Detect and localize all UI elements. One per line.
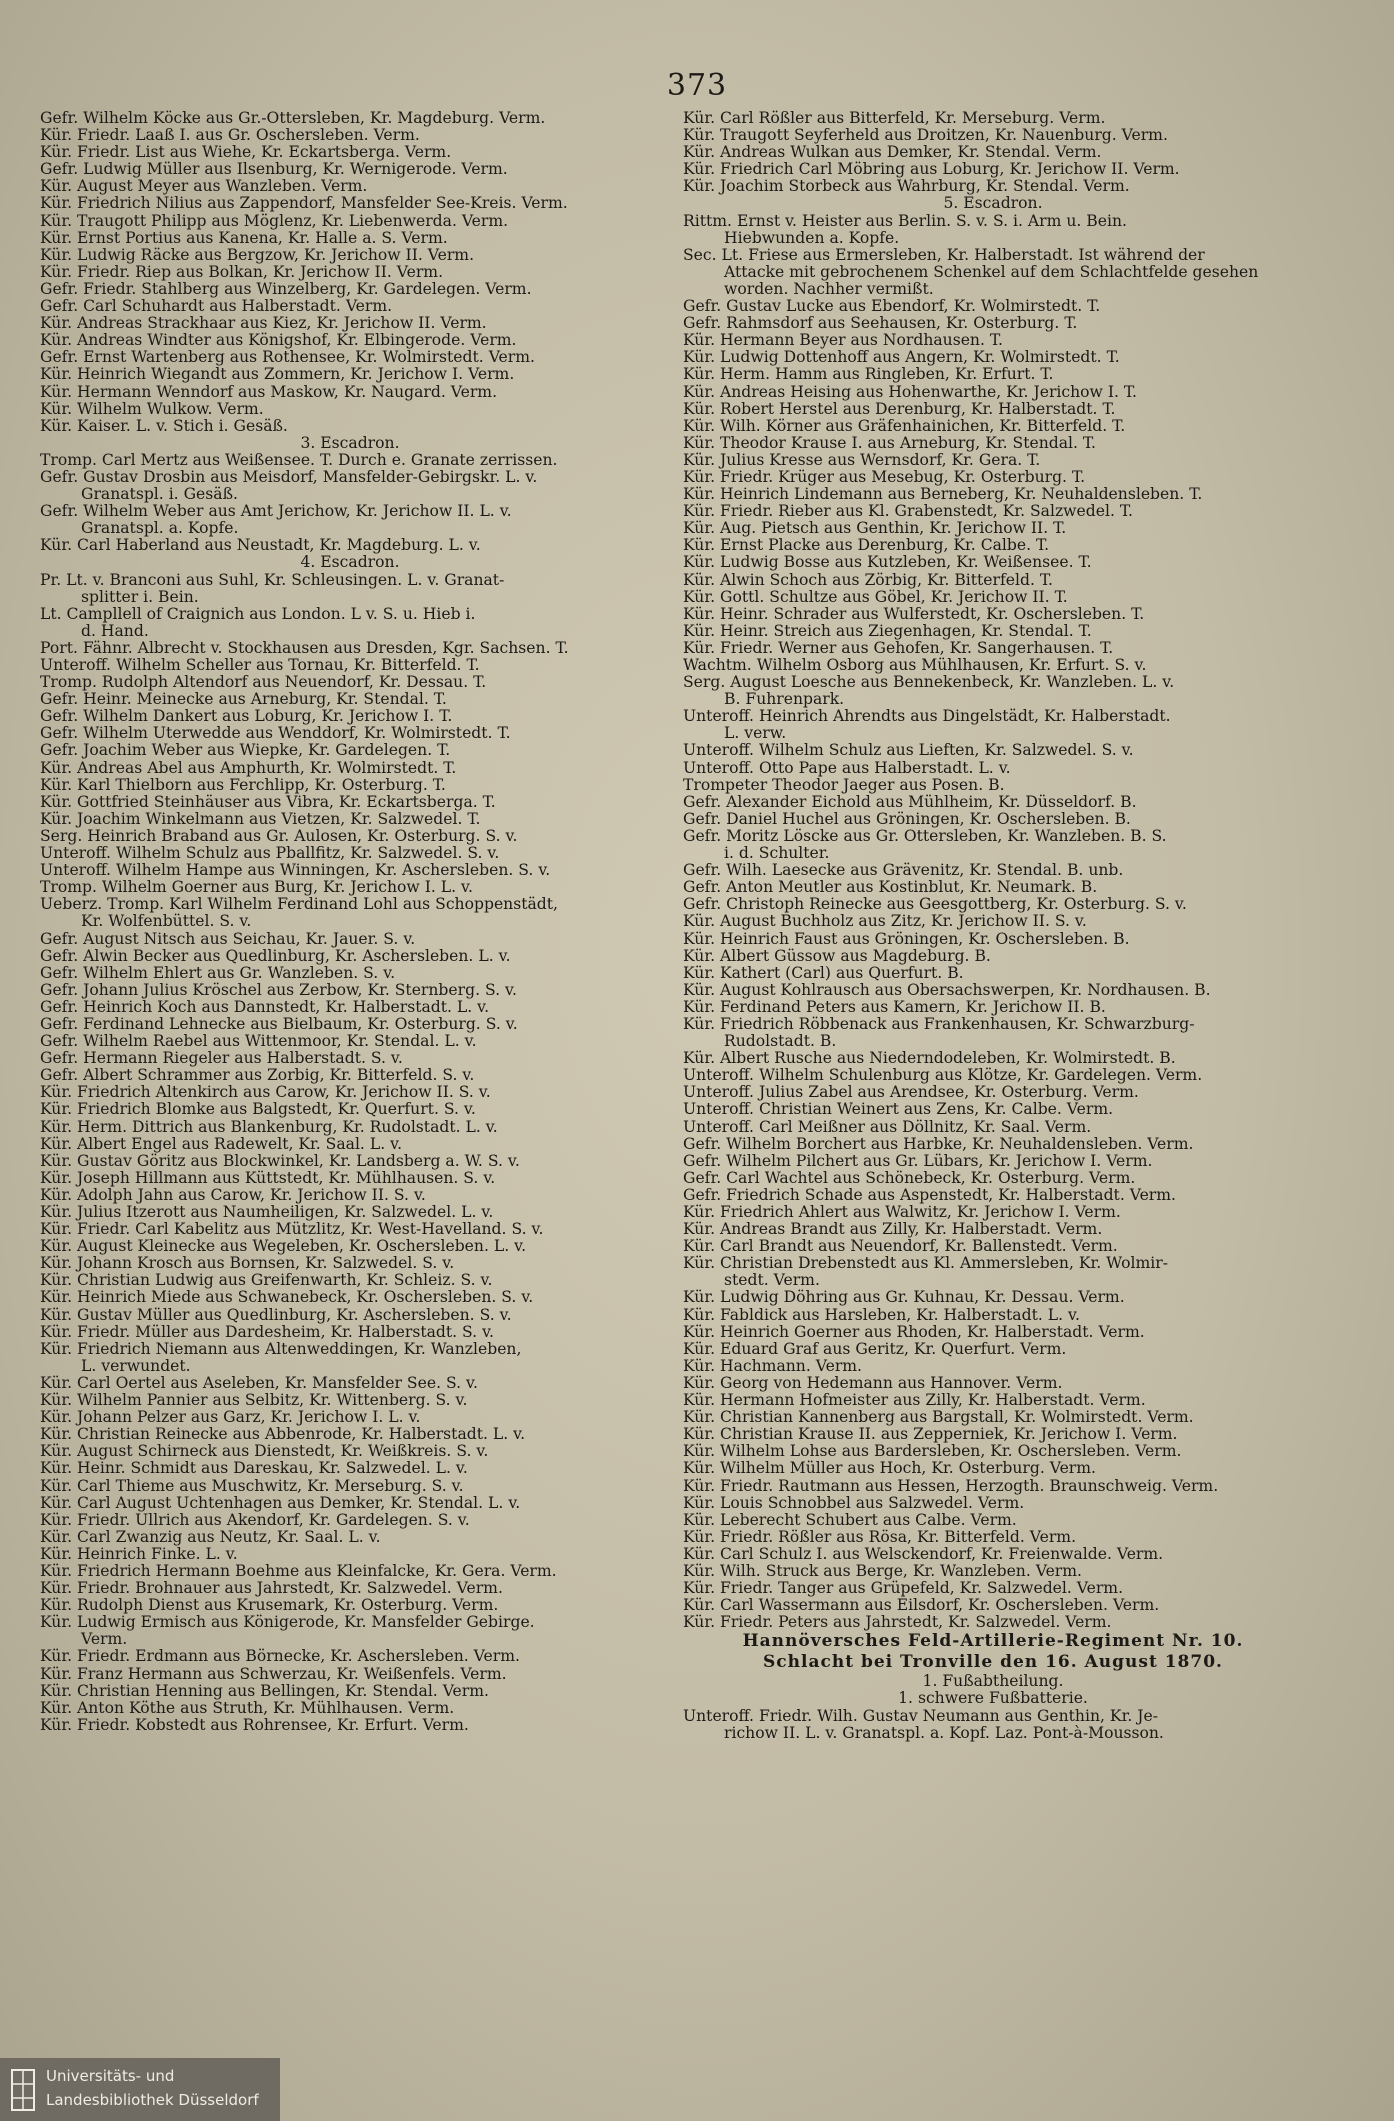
text-line: Gefr. Ferdinand Lehnecke aus Bielbaum, Kr. Osterburg. S. v. bbox=[40, 1015, 518, 1033]
text-line: Kür. Heinr. Schmidt aus Dareskau, Kr. Salzwedel. L. v. bbox=[40, 1460, 468, 1478]
text-line: Kür. Carl Thieme aus Muschwitz, Kr. Merseburg. S. v. bbox=[40, 1477, 464, 1495]
text-line: Gefr. Wilhelm Weber aus Amt Jerichow, Kr. Jerichow II. L. v. bbox=[40, 503, 512, 521]
text-line: Kür. Ernst Portius aus Kanena, Kr. Halle a. S. Verm. bbox=[40, 229, 448, 247]
page-number: 373 bbox=[666, 68, 728, 103]
text-line: Kür. Carl Schulz I. aus Welsckendorf, Kr. Freienwalde. Verm. bbox=[683, 1545, 1164, 1563]
text-line: Kür. Heinr. Schrader aus Wulferstedt, Kr. Oschersleben. T. bbox=[683, 605, 1145, 623]
text-line: Gefr. Rahmsdorf aus Seehausen, Kr. Osterburg. T. bbox=[683, 315, 1078, 333]
text-line: Kr. Wolfenbüttel. S. v. bbox=[81, 913, 252, 931]
text-line: Kür. Andreas Windter aus Königshof, Kr. Elbingerode. Verm. bbox=[40, 332, 517, 350]
text-line: Kür. Andreas Abel aus Amphurth, Kr. Wolmirstedt. T. bbox=[40, 759, 457, 777]
text-line: Gefr. Carl Wachtel aus Schönebeck, Kr. Osterburg. Verm. bbox=[683, 1169, 1136, 1187]
text-line: Gefr. Hermann Riegeler aus Halberstadt. S. v. bbox=[40, 1050, 403, 1068]
text-line: Kür. Ludwig Bosse aus Kutzleben, Kr. Weißensee. T. bbox=[683, 554, 1092, 572]
text-line: Kür. Wilh. Struck aus Berge, Kr. Wanzleben. Verm. bbox=[683, 1562, 1083, 1580]
text-line: Kür. August Buchholz aus Zitz, Kr. Jerichow II. S. v. bbox=[683, 913, 1087, 931]
text-line: Unteroff. Wilhelm Hampe aus Winningen, Kr. Aschersleben. S. v. bbox=[40, 862, 551, 880]
text-line: Gefr. Christoph Reinecke aus Geesgottberg, Kr. Osterburg. S. v. bbox=[683, 896, 1187, 914]
text-line: Gefr. Heinr. Meinecke aus Arneburg, Kr. Stendal. T. bbox=[40, 691, 447, 709]
text-line: Kür. Franz Hermann aus Schwerzau, Kr. Weißenfels. Verm. bbox=[40, 1665, 507, 1683]
text-line: Gefr. Gustav Drosbin aus Meisdorf, Mansfelder-Gebirgskr. L. v. bbox=[40, 468, 538, 486]
text-line: Tromp. Carl Mertz aus Weißensee. T. Durch e. Granate zerrissen. bbox=[40, 451, 558, 469]
text-line: d. Hand. bbox=[81, 622, 149, 640]
text-line: Kür. Carl Wassermann aus Eilsdorf, Kr. Oschersleben. Verm. bbox=[683, 1597, 1160, 1615]
text-line: Kür. Friedrich Röbbenack aus Frankenhausen, Kr. Schwarzburg- bbox=[683, 1015, 1195, 1033]
text-line: Kür. Wilhelm Lohse aus Bardersleben, Kr. Oschersleben. Verm. bbox=[683, 1443, 1182, 1461]
text-line: Gefr. Daniel Huchel aus Gröningen, Kr. Oschersleben. B. bbox=[683, 810, 1131, 828]
text-line: Tromp. Rudolph Altendorf aus Neuendorf, Kr. Dessau. T. bbox=[40, 674, 487, 692]
text-line: Kür. Friedr. Peters aus Jahrstedt, Kr. Salzwedel. Verm. bbox=[683, 1614, 1112, 1632]
text-line: Gefr. Ludwig Müller aus Ilsenburg, Kr. Wernigerode. Verm. bbox=[40, 161, 508, 179]
text-line: Rittm. Ernst v. Heister aus Berlin. S. v. S. i. Arm u. Bein. bbox=[683, 212, 1127, 230]
text-line: Kür. Friedr. Rautmann aus Hessen, Herzogth. Braunschweig. Verm. bbox=[683, 1477, 1219, 1495]
text-line: Kür. Friedr. Carl Kabelitz aus Mützlitz, Kr. West-Havelland. S. v. bbox=[40, 1221, 544, 1239]
text-line: Kür. Heinrich Wiegandt aus Zommern, Kr. Jerichow I. Verm. bbox=[40, 366, 515, 384]
text-line: Kür. Johann Pelzer aus Garz, Kr. Jerichow I. L. v. bbox=[40, 1409, 421, 1427]
text-line: richow II. L. v. Granatspl. a. Kopf. Laz. Pont-à-Mousson. bbox=[724, 1724, 1164, 1742]
text-line: Kür. Gustav Göritz aus Blockwinkel, Kr. Landsberg a. W. S. v. bbox=[40, 1152, 520, 1170]
text-line: Gefr. Wilhelm Raebel aus Wittenmoor, Kr. Stendal. L. v. bbox=[40, 1033, 477, 1051]
text-line: Kür. August Meyer aus Wanzleben. Verm. bbox=[40, 178, 368, 196]
text-line: Gefr. Gustav Lucke aus Ebendorf, Kr. Wolmirstedt. T. bbox=[683, 298, 1101, 316]
text-line: Kür. Gottfried Steinhäuser aus Vibra, Kr. Eckartsberga. T. bbox=[40, 793, 496, 811]
text-line: Kür. Ludwig Ermisch aus Königerode, Kr. Mansfelder Gebirge. bbox=[40, 1614, 535, 1632]
text-line: Kür. Robert Herstel aus Derenburg, Kr. Halberstadt. T. bbox=[683, 400, 1116, 418]
text-line: Kür. Christian Reinecke aus Abbenrode, Kr. Halberstadt. L. v. bbox=[40, 1426, 526, 1444]
text-line: Serg. August Loesche aus Bennekenbeck, Kr. Wanzleben. L. v. bbox=[683, 674, 1175, 692]
text-line: Kür. Ludwig Räcke aus Bergzow, Kr. Jerichow II. Verm. bbox=[40, 246, 475, 264]
text-line: worden. Nachher vermißt. bbox=[724, 280, 934, 298]
text-line: Unteroff. Friedr. Wilh. Gustav Neumann aus Genthin, Kr. Je- bbox=[683, 1707, 1158, 1725]
text-line: Granatspl. a. Kopfe. bbox=[81, 520, 239, 538]
text-line: Gefr. Alexander Eichold aus Mühlheim, Kr. Düsseldorf. B. bbox=[683, 793, 1137, 811]
section-heading: 1. Fußabtheilung. bbox=[922, 1673, 1064, 1691]
section-heading: 3. Escadron. bbox=[300, 434, 400, 452]
text-line: Kür. Heinr. Streich aus Ziegenhagen, Kr. Stendal. T. bbox=[683, 622, 1092, 640]
text-line: Kür. Friedrich Altenkirch aus Carow, Kr. Jerichow II. S. v. bbox=[40, 1084, 491, 1102]
text-line: Kür. Aug. Pietsch aus Genthin, Kr. Jerichow II. T. bbox=[683, 520, 1067, 538]
text-line: Gefr. Johann Julius Kröschel aus Zerbow, Kr. Sternberg. S. v. bbox=[40, 981, 517, 999]
text-line: Kür. Adolph Jahn aus Carow, Kr. Jerichow II. S. v. bbox=[40, 1186, 426, 1204]
text-line: L. verw. bbox=[724, 725, 787, 743]
text-line: Kür. Carl Brandt aus Neuendorf, Kr. Ballenstedt. Verm. bbox=[683, 1238, 1118, 1256]
text-line: Kür. Friedr. Krüger aus Mesebug, Kr. Osterburg. T. bbox=[683, 468, 1086, 486]
text-line: Kür. Anton Köthe aus Struth, Kr. Mühlhausen. Verm. bbox=[40, 1699, 455, 1717]
text-line: Kür. August Schirneck aus Dienstedt, Kr. Weißkreis. S. v. bbox=[40, 1443, 489, 1461]
text-line: Kür. Traugott Seyferheld aus Droitzen, Kr. Nauenburg. Verm. bbox=[683, 127, 1168, 145]
text-line: Kür. Friedr. Rößler aus Rösa, Kr. Bitterfeld. Verm. bbox=[683, 1528, 1077, 1546]
text-line: Unteroff. Christian Weinert aus Zens, Kr. Calbe. Verm. bbox=[683, 1101, 1114, 1119]
text-line: Granatspl. i. Gesäß. bbox=[81, 486, 238, 504]
text-line: Kür. Herm. Dittrich aus Blankenburg, Kr. Rudolstadt. L. v. bbox=[40, 1118, 498, 1136]
text-line: Kür. Andreas Heising aus Hohenwarthe, Kr. Jerichow I. T. bbox=[683, 383, 1137, 401]
text-line: Kür. Heinrich Faust aus Gröningen, Kr. Oschersleben. B. bbox=[683, 930, 1130, 948]
text-line: Kür. Joachim Winkelmann aus Vietzen, Kr. Salzwedel. T. bbox=[40, 810, 481, 828]
text-line: Kür. August Kleinecke aus Wegeleben, Kr. Oschersleben. L. v. bbox=[40, 1238, 527, 1256]
text-line: Kür. Friedr. Rieber aus Kl. Grabenstedt, Kr. Salzwedel. T. bbox=[683, 503, 1133, 521]
text-line: Gefr. Wilhelm Köcke aus Gr.-Ottersleben, Kr. Magdeburg. Verm. bbox=[40, 110, 546, 127]
text-line: Unteroff. Wilhelm Scheller aus Tornau, Kr. Bitterfeld. T. bbox=[40, 657, 480, 674]
text-line: Kür. Carl Oertel aus Aseleben, Kr. Mansfelder See. S. v. bbox=[40, 1374, 478, 1392]
text-line: Kür. Wilh. Körner aus Gräfenhainichen, Kr. Bitterfeld. T. bbox=[683, 417, 1126, 435]
text-line: Gefr. Friedr. Stahlberg aus Winzelberg, Kr. Gardelegen. Verm. bbox=[40, 280, 532, 298]
text-line: Gefr. Wilh. Laesecke aus Grävenitz, Kr. Stendal. B. unb. bbox=[683, 862, 1124, 880]
text-line: Gefr. Albert Schrammer aus Zorbig, Kr. Bitterfeld. S. v. bbox=[40, 1067, 475, 1085]
text-line: Kür. Heinrich Miede aus Schwanebeck, Kr. Oschersleben. S. v. bbox=[40, 1289, 534, 1307]
text-line: Unteroff. Heinrich Ahrendts aus Dingelstädt, Kr. Halberstadt. bbox=[683, 708, 1171, 726]
text-line: Kür. Ferdinand Peters aus Kamern, Kr. Jerichow II. B. bbox=[683, 998, 1106, 1016]
text-line: Kür. Friedr. Erdmann aus Börnecke, Kr. Aschersleben. Verm. bbox=[40, 1648, 520, 1666]
text-line: Kür. Heinrich Lindemann aus Berneberg, Kr. Neuhaldensleben. T. bbox=[683, 486, 1203, 504]
text-line: Kür. Wilhelm Wulkow. Verm. bbox=[40, 400, 264, 418]
text-line: Kür. Joseph Hillmann aus Küttstedt, Kr. Mühlhausen. S. v. bbox=[40, 1169, 496, 1187]
text-line: Kür. Christian Krause II. aus Zepperniek, Kr. Jerichow I. Verm. bbox=[683, 1426, 1178, 1444]
text-line: Kür. Karl Thielborn aus Ferchlipp, Kr. Osterburg. T. bbox=[40, 776, 446, 794]
text-line: Kür. Friedr. Tanger aus Grüpefeld, Kr. Salzwedel. Verm. bbox=[683, 1580, 1124, 1598]
text-line: Kür. Albert Güssow aus Magdeburg. B. bbox=[683, 947, 991, 965]
text-line: Kür. Herm. Hamm aus Ringleben, Kr. Erfurt. T. bbox=[683, 366, 1054, 384]
text-line: Gefr. Wilhelm Uterwedde aus Wenddorf, Kr. Wolmirstedt. T. bbox=[40, 725, 511, 743]
text-line: Kür. Georg von Hedemann aus Hannover. Verm. bbox=[683, 1374, 1063, 1392]
text-line: Kür. Wilhelm Pannier aus Selbitz, Kr. Wittenberg. S. v. bbox=[40, 1392, 468, 1410]
text-line: Kür. Friedrich Hermann Boehme aus Kleinfalcke, Kr. Gera. Verm. bbox=[40, 1562, 557, 1580]
text-line: Rudolstadt. B. bbox=[724, 1033, 837, 1051]
text-line: Unteroff. Wilhelm Schulz aus Pballfitz, Kr. Salzwedel. S. v. bbox=[40, 845, 500, 863]
section-heading: 4. Escadron. bbox=[300, 554, 400, 572]
text-line: Kür. Fabldick aus Harsleben, Kr. Halberstadt. L. v. bbox=[683, 1306, 1080, 1324]
text-line: Kür. Gottl. Schultze aus Göbel, Kr. Jerichow II. T. bbox=[683, 588, 1068, 606]
text-line: Kür. Carl Haberland aus Neustadt, Kr. Magdeburg. L. v. bbox=[40, 537, 481, 555]
text-line: Kür. Alwin Schoch aus Zörbig, Kr. Bitterfeld. T. bbox=[683, 571, 1053, 589]
library-logo-icon bbox=[10, 2068, 36, 2112]
text-line: Gefr. Friedrich Schade aus Aspenstedt, Kr. Halberstadt. Verm. bbox=[683, 1186, 1176, 1204]
text-line: Attacke mit gebrochenem Schenkel auf dem Schlachtfelde gesehen bbox=[724, 263, 1259, 281]
text-line: Unteroff. Wilhelm Schulz aus Lieften, Kr. Salzwedel. S. v. bbox=[683, 742, 1134, 760]
text-line: Gefr. Wilhelm Borchert aus Harbke, Kr. Neuhaldensleben. Verm. bbox=[683, 1135, 1194, 1153]
text-line: Kür. Leberecht Schubert aus Calbe. Verm. bbox=[683, 1511, 1017, 1529]
section-heading: Schlacht bei Tronville den 16. August 1870. bbox=[763, 1652, 1223, 1673]
text-line: Gefr. Joachim Weber aus Wiepke, Kr. Gardelegen. T. bbox=[40, 742, 451, 760]
text-line: Gefr. Alwin Becker aus Quedlinburg, Kr. Aschersleben. L. v. bbox=[40, 947, 511, 965]
footer-line-1: Universitäts- und bbox=[46, 2067, 175, 2085]
text-line: Kür. Friedrich Niemann aus Altenweddingen, Kr. Wanzleben, bbox=[40, 1340, 522, 1358]
text-line: Pr. Lt. v. Branconi aus Suhl, Kr. Schleusingen. L. v. Granat- bbox=[40, 571, 505, 589]
text-line: Kür. Theodor Krause I. aus Arneburg, Kr. Stendal. T. bbox=[683, 434, 1096, 452]
text-line: Kür. Hachmann. Verm. bbox=[683, 1357, 863, 1375]
text-line: Kür. Andreas Strackhaar aus Kiez, Kr. Jerichow II. Verm. bbox=[40, 315, 487, 333]
right-column bbox=[683, 110, 1303, 1742]
text-line: Kür. Johann Krosch aus Bornsen, Kr. Salzwedel. S. v. bbox=[40, 1255, 455, 1273]
text-line: Kür. Christian Kannenberg aus Bargstall, Kr. Wolmirstedt. Verm. bbox=[683, 1409, 1194, 1427]
text-line: Kür. Eduard Graf aus Geritz, Kr. Querfurt. Verm. bbox=[683, 1340, 1067, 1358]
text-line: Kür. Kathert (Carl) aus Querfurt. B. bbox=[683, 964, 964, 982]
text-line: Wachtm. Wilhelm Osborg aus Mühlhausen, Kr. Erfurt. S. v. bbox=[683, 657, 1147, 674]
text-line: Kür. Hermann Hofmeister aus Zilly, Kr. Halberstadt. Verm. bbox=[683, 1392, 1146, 1410]
text-line: Kür. Albert Rusche aus Niederndodeleben, Kr. Wolmirstedt. B. bbox=[683, 1050, 1176, 1068]
left-column bbox=[40, 110, 660, 1734]
text-line: Kür. Christian Henning aus Bellingen, Kr. Stendal. Verm. bbox=[40, 1682, 489, 1700]
text-line: Unteroff. Carl Meißner aus Döllnitz, Kr. Saal. Verm. bbox=[683, 1118, 1092, 1136]
text-line: Kür. Wilhelm Müller aus Hoch, Kr. Osterburg. Verm. bbox=[683, 1460, 1097, 1478]
text-line: Hiebwunden a. Kopfe. bbox=[724, 229, 900, 247]
text-line: Unteroff. Otto Pape aus Halberstadt. L. v. bbox=[683, 759, 1011, 777]
text-line: Kür. Julius Itzerott aus Naumheiligen, Kr. Salzwedel. L. v. bbox=[40, 1204, 494, 1221]
text-line: Kür. Christian Drebenstedt aus Kl. Ammersleben, Kr. Wolmir- bbox=[683, 1255, 1169, 1273]
text-line: Kür. Friedr. Riep aus Bolkan, Kr. Jerichow II. Verm. bbox=[40, 263, 444, 281]
text-line: Gefr. Anton Meutler aus Kostinblut, Kr. Neumark. B. bbox=[683, 879, 1098, 897]
section-heading: 1. schwere Fußbatterie. bbox=[898, 1690, 1088, 1708]
text-line: Gefr. Ernst Wartenberg aus Rothensee, Kr. Wolmirstedt. Verm. bbox=[40, 349, 535, 367]
text-line: L. verwundet. bbox=[81, 1357, 191, 1375]
text-line: Tromp. Wilhelm Goerner aus Burg, Kr. Jerichow I. L. v. bbox=[40, 879, 473, 897]
text-line: Kür. Friedr. Laaß I. aus Gr. Oschersleben. Verm. bbox=[40, 127, 420, 145]
text-line: Kür. Julius Kresse aus Wernsdorf, Kr. Gera. T. bbox=[683, 451, 1041, 469]
text-line: stedt. Verm. bbox=[724, 1272, 820, 1290]
text-line: Kür. Friedr. List aus Wiehe, Kr. Eckartsberga. Verm. bbox=[40, 144, 452, 162]
text-line: Kür. Christian Ludwig aus Greifenwarth, Kr. Schleiz. S. v. bbox=[40, 1272, 493, 1290]
footer-line-2: Landesbibliothek Düsseldorf bbox=[46, 2091, 259, 2109]
text-line: Verm. bbox=[81, 1631, 128, 1649]
text-line: Kür. Friedrich Carl Möbring aus Loburg, Kr. Jerichow II. Verm. bbox=[683, 161, 1180, 179]
text-line: Kür. Hermann Beyer aus Nordhausen. T. bbox=[683, 332, 1003, 350]
text-line: Kür. Andreas Brandt aus Zilly, Kr. Halberstadt. Verm. bbox=[683, 1221, 1103, 1239]
text-line: Kür. Ludwig Döhring aus Gr. Kuhnau, Kr. Dessau. Verm. bbox=[683, 1289, 1125, 1307]
text-line: Unteroff. Wilhelm Schulenburg aus Klötze, Kr. Gardelegen. Verm. bbox=[683, 1067, 1203, 1085]
text-line: Kür. Hermann Wenndorf aus Maskow, Kr. Naugard. Verm. bbox=[40, 383, 498, 401]
text-line: Sec. Lt. Friese aus Ermersleben, Kr. Halberstadt. Ist während der bbox=[683, 246, 1205, 264]
text-line: Kür. August Kohlrausch aus Obersachswerpen, Kr. Nordhausen. B. bbox=[683, 981, 1211, 999]
text-line: i. d. Schulter. bbox=[724, 845, 830, 863]
text-line: Kür. Friedr. Kobstedt aus Rohrensee, Kr. Erfurt. Verm. bbox=[40, 1716, 469, 1734]
text-line: Kür. Friedrich Blomke aus Balgstedt, Kr. Querfurt. S. v. bbox=[40, 1101, 476, 1119]
text-line: Gefr. Wilhelm Ehlert aus Gr. Wanzleben. S. v. bbox=[40, 964, 396, 982]
text-line: B. Fuhrenpark. bbox=[724, 691, 845, 709]
text-line: Kür. Rudolph Dienst aus Krusemark, Kr. Osterburg. Verm. bbox=[40, 1597, 499, 1615]
text-line: Kür. Heinrich Goerner aus Rhoden, Kr. Halberstadt. Verm. bbox=[683, 1323, 1145, 1341]
text-line: Kür. Ernst Placke aus Derenburg, Kr. Calbe. T. bbox=[683, 537, 1050, 555]
text-line: Kür. Andreas Wulkan aus Demker, Kr. Stendal. Verm. bbox=[683, 144, 1102, 162]
text-line: Kür. Friedr. Ullrich aus Akendorf, Kr. Gardelegen. S. v. bbox=[40, 1511, 470, 1529]
text-line: Kür. Friedr. Werner aus Gehofen, Kr. Sangerhausen. T. bbox=[683, 639, 1114, 657]
text-line: Kür. Friedr. Brohnauer aus Jahrstedt, Kr. Salzwedel. Verm. bbox=[40, 1580, 503, 1598]
section-heading: 5. Escadron. bbox=[943, 195, 1043, 213]
text-line: Serg. Heinrich Braband aus Gr. Aulosen, Kr. Osterburg. S. v. bbox=[40, 827, 518, 845]
text-line: Port. Fähnr. Albrecht v. Stockhausen aus Dresden, Kgr. Sachsen. T. bbox=[40, 639, 569, 657]
text-line: Gefr. Moritz Löscke aus Gr. Ottersleben, Kr. Wanzleben. B. S. bbox=[683, 827, 1167, 845]
text-line: Gefr. Wilhelm Dankert aus Loburg, Kr. Jerichow I. T. bbox=[40, 708, 453, 726]
text-line: Kür. Louis Schnobbel aus Salzwedel. Verm. bbox=[683, 1494, 1025, 1512]
text-line: Kür. Carl Rößler aus Bitterfeld, Kr. Merseburg. Verm. bbox=[683, 110, 1106, 127]
section-heading: Hannöversches Feld-Artillerie-Regiment Nr. 10. bbox=[742, 1631, 1244, 1652]
text-line: Unteroff. Julius Zabel aus Arendsee, Kr. Osterburg. Verm. bbox=[683, 1084, 1139, 1102]
text-line: Kür. Ludwig Dottenhoff aus Angern, Kr. Wolmirstedt. T. bbox=[683, 349, 1120, 367]
text-line: Trompeter Theodor Jaeger aus Posen. B. bbox=[683, 776, 1005, 794]
library-footer bbox=[0, 2058, 280, 2121]
text-line: Kür. Friedr. Müller aus Dardesheim, Kr. Halberstadt. S. v. bbox=[40, 1323, 495, 1341]
text-line: Gefr. Carl Schuhardt aus Halberstadt. Verm. bbox=[40, 298, 393, 316]
text-line: Kür. Carl Zwanzig aus Neutz, Kr. Saal. L. v. bbox=[40, 1528, 381, 1546]
text-line: Gefr. August Nitsch aus Seichau, Kr. Jauer. S. v. bbox=[40, 930, 416, 948]
text-line: Kür. Joachim Storbeck aus Wahrburg, Kr. Stendal. Verm. bbox=[683, 178, 1130, 196]
text-line: Kür. Gustav Müller aus Quedlinburg, Kr. Aschersleben. S. v. bbox=[40, 1306, 512, 1324]
text-line: Kür. Friedrich Ahlert aus Walwitz, Kr. Jerichow I. Verm. bbox=[683, 1204, 1121, 1221]
text-line: Gefr. Wilhelm Pilchert aus Gr. Lübars, Kr. Jerichow I. Verm. bbox=[683, 1152, 1153, 1170]
text-line: Gefr. Heinrich Koch aus Dannstedt, Kr. Halberstadt. L. v. bbox=[40, 998, 490, 1016]
text-line: splitter i. Bein. bbox=[81, 588, 199, 606]
text-line: Kür. Traugott Philipp aus Möglenz, Kr. Liebenwerda. Verm. bbox=[40, 212, 509, 230]
text-line: Kür. Albert Engel aus Radewelt, Kr. Saal. L. v. bbox=[40, 1135, 403, 1153]
text-line: Kür. Heinrich Finke. L. v. bbox=[40, 1545, 238, 1563]
text-line: Kür. Carl August Uchtenhagen aus Demker, Kr. Stendal. L. v. bbox=[40, 1494, 521, 1512]
text-line: Lt. Campllell of Craignich aus London. L v. S. u. Hieb i. bbox=[40, 605, 476, 623]
text-line: Ueberz. Tromp. Karl Wilhelm Ferdinand Lohl aus Schoppenstädt, bbox=[40, 896, 558, 914]
text-line: Kür. Friedrich Nilius aus Zappendorf, Mansfelder See-Kreis. Verm. bbox=[40, 195, 568, 213]
text-line: Kür. Kaiser. L. v. Stich i. Gesäß. bbox=[40, 417, 288, 435]
